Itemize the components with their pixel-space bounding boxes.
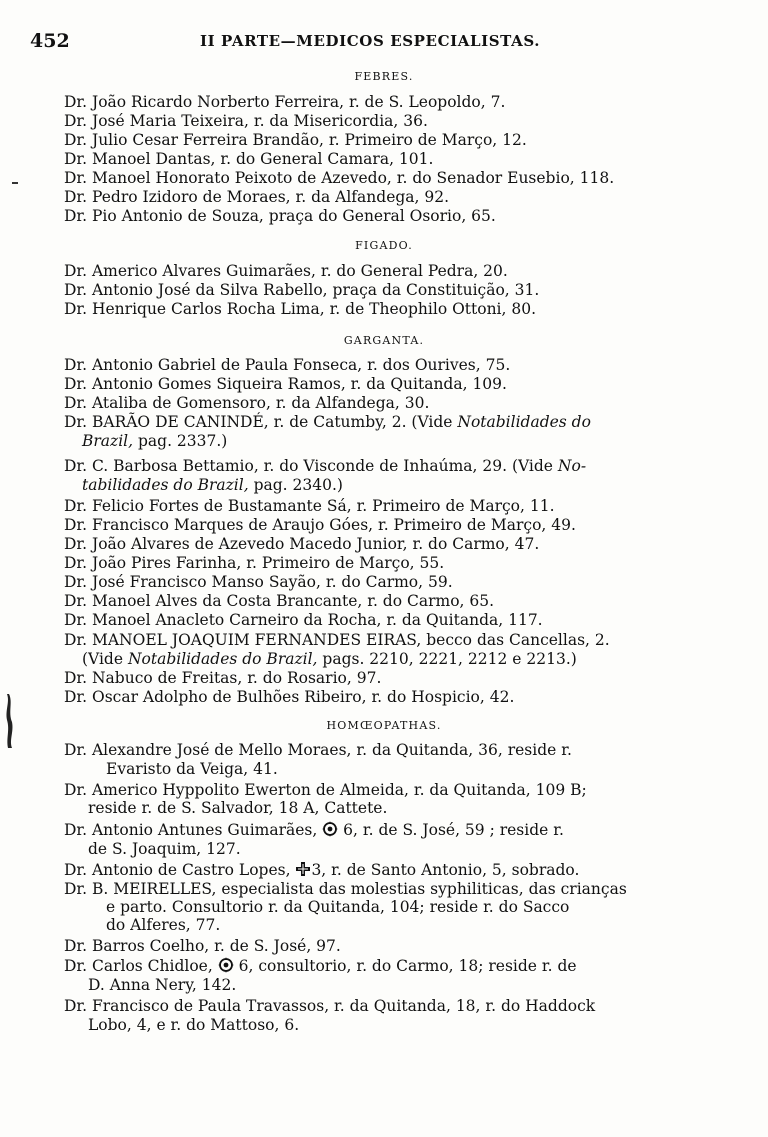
- list-item: Dr. Manoel Alves da Costa Brancante, r. do Carmo, 65.: [64, 592, 495, 610]
- list-item: [64, 861, 579, 879]
- section-title-homoeopathas: HOMŒOPATHAS.: [326, 719, 442, 732]
- list-item: Dr. B. MEIRELLES, especialista das molestias syphiliticas, das crianças: [64, 880, 627, 898]
- decoration-ornament-icon: [322, 821, 338, 837]
- list-item: Dr. José Francisco Manso Sayão, r. do Carmo, 59.: [64, 573, 453, 591]
- list-item: Dr. Oscar Adolpho de Bulhões Ribeiro, r. do Hospicio, 42.: [64, 688, 515, 706]
- page-header: [30, 30, 738, 54]
- list-item: Dr. Manoel Honorato Peixoto de Azevedo, r. do Senador Eusebio, 118.: [64, 169, 615, 187]
- book-title-italic: tabilidades do Brazil,: [82, 476, 249, 494]
- entry-text: 3, r. de Santo Antonio, 5, sobrado.: [311, 861, 580, 879]
- entry-text: Dr. Antonio Antunes Guimarães,: [64, 821, 323, 839]
- list-item: Dr. Americo Hyppolito Ewerton de Almeida, r. da Quitanda, 109 B;: [64, 781, 587, 799]
- list-item-continuation: reside r. de S. Salvador, 18 A, Cattete.: [88, 799, 388, 817]
- margin-tick: [12, 182, 18, 184]
- entry-text: 6, consultorio, r. do Carmo, 18; reside r. de: [233, 957, 577, 975]
- list-item: [64, 413, 591, 431]
- list-item: Dr. Americo Alvares Guimarães, r. do General Pedra, 20.: [64, 262, 508, 280]
- list-item: Dr. João Alvares de Azevedo Macedo Junior, r. do Carmo, 47.: [64, 535, 540, 553]
- list-item: Dr. Antonio Gomes Siqueira Ramos, r. da Quitanda, 109.: [64, 375, 507, 393]
- list-item: Dr. Antonio Gabriel de Paula Fonseca, r. dos Ourives, 75.: [64, 356, 511, 374]
- list-item-continuation: do Alferes, 77.: [106, 916, 221, 934]
- book-title-italic: Notabilidades do: [457, 413, 591, 431]
- list-item: [64, 457, 586, 475]
- list-item: Dr. MANOEL JOAQUIM FERNANDES EIRAS, becco das Cancellas, 2.: [64, 631, 610, 649]
- list-item-continuation: Evaristo da Veiga, 41.: [106, 760, 278, 778]
- list-item: Dr. Julio Cesar Ferreira Brandão, r. Primeiro de Março, 12.: [64, 131, 527, 149]
- list-item: Dr. Francisco Marques de Araujo Góes, r. Primeiro de Março, 49.: [64, 516, 576, 534]
- list-item-continuation: Lobo, 4, e r. do Mattoso, 6.: [88, 1016, 300, 1034]
- list-item: Dr. Alexandre José de Mello Moraes, r. da Quitanda, 36, reside r.: [64, 741, 572, 759]
- book-title-italic: Notabilidades do Brazil,: [127, 650, 318, 668]
- entry-text: pag. 2340.): [248, 476, 343, 494]
- book-title-italic: Brazil,: [82, 432, 134, 450]
- entry-text: Dr. Antonio de Castro Lopes,: [64, 861, 296, 879]
- entry-text: Dr. Carlos Chidloe,: [64, 957, 218, 975]
- list-item: Dr. Ataliba de Gomensoro, r. da Alfandega, 30.: [64, 394, 430, 412]
- list-item: Dr. Manoel Anacleto Carneiro da Rocha, r. da Quitanda, 117.: [64, 611, 543, 629]
- section-title-figado: FIGADO.: [355, 239, 413, 252]
- entry-text: (Vide: [82, 650, 128, 668]
- list-item-continuation: [82, 650, 577, 668]
- entry-text: Dr. BARÃO DE CANINDÉ, r. de Catumby, 2. (Vide: [64, 413, 458, 431]
- list-item: Dr. Henrique Carlos Rocha Lima, r. de Theophilo Ottoni, 80.: [64, 300, 537, 318]
- list-item-continuation: e parto. Consultorio r. da Quitanda, 104; reside r. do Sacco: [106, 898, 570, 916]
- list-item: Dr. Pio Antonio de Souza, praça do General Osorio, 65.: [64, 207, 496, 225]
- list-item-continuation: [82, 476, 343, 494]
- list-item: Dr. Pedro Izidoro de Moraes, r. da Alfandega, 92.: [64, 188, 450, 206]
- list-item: Dr. Barros Coelho, r. de S. José, 97.: [64, 937, 341, 955]
- list-item-continuation: D. Anna Nery, 142.: [88, 976, 237, 994]
- entry-text: 6, r. de S. José, 59 ; reside r.: [338, 821, 564, 839]
- list-item-continuation: [82, 432, 227, 450]
- list-item-continuation: de S. Joaquim, 127.: [88, 840, 241, 858]
- list-item: Dr. Felicio Fortes de Bustamante Sá, r. Primeiro de Março, 11.: [64, 497, 555, 515]
- page-number: 452: [30, 30, 70, 52]
- entry-text: Dr. C. Barbosa Bettamio, r. do Visconde de Inhaúma, 29. (Vide: [64, 457, 558, 475]
- list-item: Dr. João Pires Farinha, r. Primeiro de Março, 55.: [64, 554, 445, 572]
- list-item: Dr. Antonio José da Silva Rabello, praça da Constituição, 31.: [64, 281, 540, 299]
- running-head: II PARTE—MEDICOS ESPECIALISTAS.: [200, 32, 541, 50]
- list-item: [64, 821, 564, 839]
- section-title-garganta: GARGANTA.: [343, 334, 425, 347]
- list-item: Dr. Nabuco de Freitas, r. do Rosario, 97.: [64, 669, 382, 687]
- entry-text: pag. 2337.): [133, 432, 228, 450]
- section-title-febres: FEBRES.: [354, 70, 414, 83]
- entry-text: pags. 2210, 2221, 2212 e 2213.): [317, 650, 577, 668]
- order-cross-icon: [295, 861, 311, 877]
- book-title-italic: No-: [557, 457, 587, 475]
- list-item: Dr. Francisco de Paula Travassos, r. da Quitanda, 18, r. do Haddock: [64, 997, 596, 1015]
- decoration-ornament-icon: [218, 957, 234, 973]
- list-item: [64, 957, 577, 975]
- list-item: Dr. José Maria Teixeira, r. da Misericordia, 36.: [64, 112, 428, 130]
- list-item: Dr. João Ricardo Norberto Ferreira, r. de S. Leopoldo, 7.: [64, 93, 506, 111]
- list-item: Dr. Manoel Dantas, r. do General Camara, 101.: [64, 150, 434, 168]
